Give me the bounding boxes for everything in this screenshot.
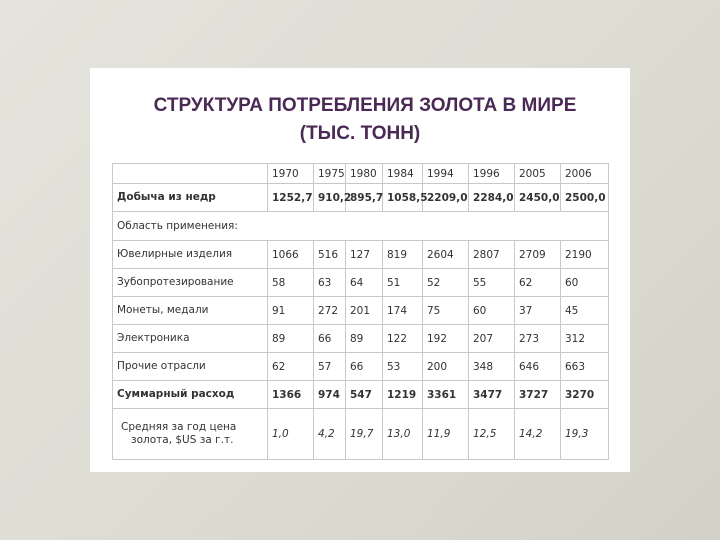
header-row <box>113 164 609 184</box>
year-header: 2006 <box>561 164 609 184</box>
table-cell: 3477 <box>469 381 515 409</box>
table-cell: 13,0 <box>383 409 423 460</box>
table-cell: 14,2 <box>515 409 561 460</box>
table-cell: 19,7 <box>346 409 383 460</box>
table-cell: 122 <box>383 325 423 353</box>
row-label-line-2: золота, $US за г.т. <box>131 434 234 446</box>
table-row-avg-price <box>113 409 609 460</box>
table-cell: 51 <box>383 269 423 297</box>
table-cell: 1066 <box>268 241 314 269</box>
table-cell: 348 <box>469 353 515 381</box>
table-row-coins <box>113 297 609 325</box>
table-cell: 273 <box>515 325 561 353</box>
title-line-2: (ТЫС. ТОНН) <box>299 123 421 144</box>
table-cell: 66 <box>314 325 346 353</box>
row-label: Суммарный расход <box>113 381 268 409</box>
table-cell: 819 <box>383 241 423 269</box>
table-cell: 57 <box>314 353 346 381</box>
table-cell: 2209,0 <box>423 184 469 212</box>
row-label: Электроника <box>113 325 268 353</box>
table-row-total <box>113 381 609 409</box>
table-cell: 174 <box>383 297 423 325</box>
table-cell: 1252,7 <box>268 184 314 212</box>
table-cell: 1058,5 <box>383 184 423 212</box>
section-label: Область применения: <box>113 212 609 241</box>
table-cell: 974 <box>314 381 346 409</box>
title-line-1: СТРУКТУРА ПОТРЕБЛЕНИЯ ЗОЛОТА В МИРЕ <box>153 95 577 116</box>
table-cell: 207 <box>469 325 515 353</box>
year-header: 2005 <box>515 164 561 184</box>
table-cell: 3727 <box>515 381 561 409</box>
table-cell: 62 <box>268 353 314 381</box>
table-row-electronics <box>113 325 609 353</box>
table-cell: 89 <box>268 325 314 353</box>
table-cell: 62 <box>515 269 561 297</box>
table-cell: 2190 <box>561 241 609 269</box>
row-label <box>113 409 268 460</box>
table-row-other <box>113 353 609 381</box>
year-header: 1996 <box>469 164 515 184</box>
table-cell: 66 <box>346 353 383 381</box>
table-cell: 58 <box>268 269 314 297</box>
table-row-dentistry <box>113 269 609 297</box>
header-corner-cell <box>113 164 268 184</box>
table-cell: 60 <box>561 269 609 297</box>
slide <box>90 68 630 472</box>
year-header: 1984 <box>383 164 423 184</box>
table-cell: 2450,0 <box>515 184 561 212</box>
table-cell: 3361 <box>423 381 469 409</box>
table-cell: 1,0 <box>268 409 314 460</box>
table-cell: 45 <box>561 297 609 325</box>
table-cell: 55 <box>469 269 515 297</box>
table-cell: 89 <box>346 325 383 353</box>
table-cell: 60 <box>469 297 515 325</box>
table-cell: 2807 <box>469 241 515 269</box>
table-row-section <box>113 212 609 241</box>
table-cell: 895,7 <box>346 184 383 212</box>
row-label: Монеты, медали <box>113 297 268 325</box>
table-cell: 75 <box>423 297 469 325</box>
table-cell: 272 <box>314 297 346 325</box>
slide-title <box>90 92 630 148</box>
table-cell: 2709 <box>515 241 561 269</box>
table-cell: 19,3 <box>561 409 609 460</box>
table-cell: 127 <box>346 241 383 269</box>
table-cell: 53 <box>383 353 423 381</box>
row-label: Ювелирные изделия <box>113 241 268 269</box>
table-cell: 12,5 <box>469 409 515 460</box>
year-header: 1970 <box>268 164 314 184</box>
table-cell: 201 <box>346 297 383 325</box>
year-header: 1994 <box>423 164 469 184</box>
table-cell: 910,2 <box>314 184 346 212</box>
row-label: Зубопротезирование <box>113 269 268 297</box>
table-cell: 1219 <box>383 381 423 409</box>
row-label: Прочие отрасли <box>113 353 268 381</box>
table-cell: 91 <box>268 297 314 325</box>
table-cell: 1366 <box>268 381 314 409</box>
table-cell: 63 <box>314 269 346 297</box>
table-cell: 37 <box>515 297 561 325</box>
table-cell: 2500,0 <box>561 184 609 212</box>
table-cell: 64 <box>346 269 383 297</box>
table-cell: 2284,0 <box>469 184 515 212</box>
table-row-mining <box>113 184 609 212</box>
year-header: 1980 <box>346 164 383 184</box>
row-label-line-1: Средняя за год цена <box>121 421 237 433</box>
table-cell: 2604 <box>423 241 469 269</box>
table-cell: 4,2 <box>314 409 346 460</box>
table-cell: 663 <box>561 353 609 381</box>
table-cell: 3270 <box>561 381 609 409</box>
gold-consumption-table <box>112 163 609 460</box>
table-cell: 312 <box>561 325 609 353</box>
table-cell: 11,9 <box>423 409 469 460</box>
table-cell: 646 <box>515 353 561 381</box>
year-header: 1975 <box>314 164 346 184</box>
table-cell: 547 <box>346 381 383 409</box>
table-cell: 516 <box>314 241 346 269</box>
table-cell: 192 <box>423 325 469 353</box>
table-row-jewelry <box>113 241 609 269</box>
row-label: Добыча из недр <box>113 184 268 212</box>
table-cell: 52 <box>423 269 469 297</box>
table-cell: 200 <box>423 353 469 381</box>
